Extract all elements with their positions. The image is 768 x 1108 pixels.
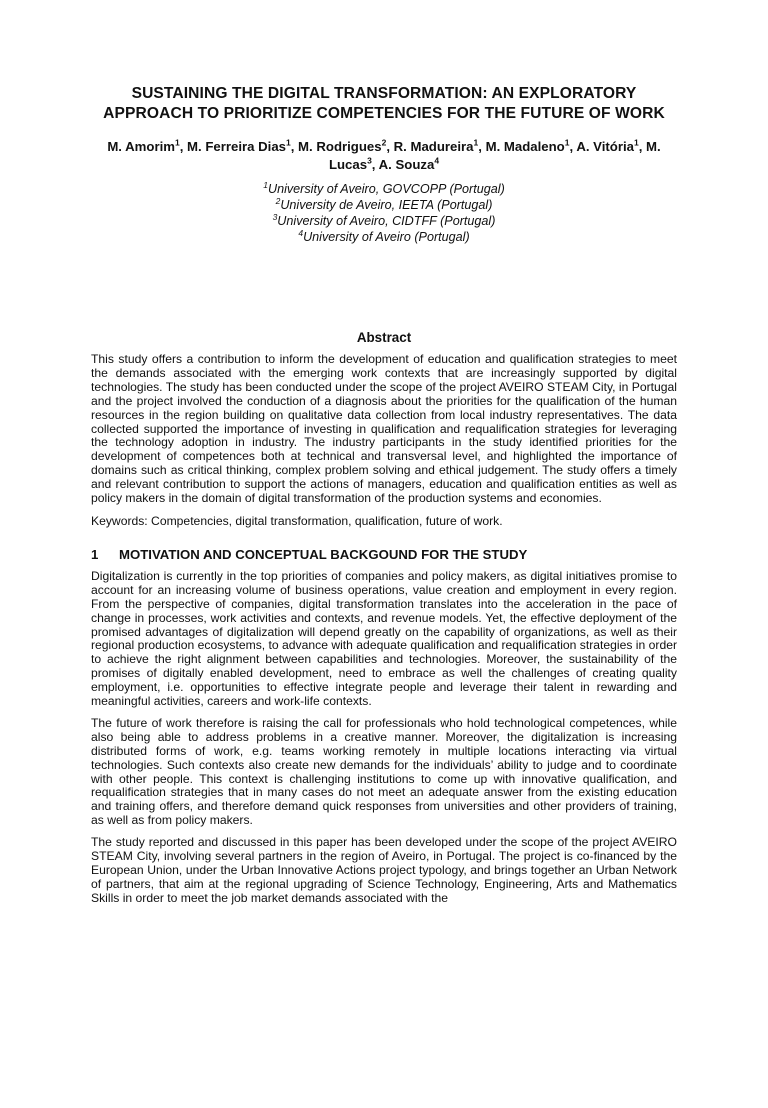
author-separator: , [290, 139, 299, 154]
affiliation [91, 181, 677, 197]
author-separator: , [478, 139, 486, 154]
author-affiliation-mark: 1 [473, 137, 479, 148]
affiliation-mark: 3 [272, 211, 278, 222]
author-affiliation-mark: 1 [174, 137, 180, 148]
author-separator: , [386, 139, 394, 154]
section-heading [91, 546, 677, 564]
author-separator: , [371, 157, 379, 172]
paper-page [0, 84, 768, 1108]
author [187, 139, 298, 154]
author-name: M. Amorim [107, 139, 175, 154]
affiliation-text: University of Aveiro (Portugal) [303, 230, 470, 244]
author-name: M. Lucas [328, 139, 661, 172]
author [298, 139, 394, 154]
author [486, 139, 577, 154]
paper-title: SUSTAINING THE DIGITAL TRANSFORMATION: AN EXPLORATORY APPROACH TO PRIORITIZE COMPETENCIES FOR THE FUTURE OF WORK [103, 85, 665, 122]
author-name: M. Madaleno [485, 139, 565, 154]
author-affiliation-mark: 2 [381, 137, 387, 148]
affiliation-text: University of Aveiro, GOVCOPP (Portugal) [267, 182, 505, 196]
body-paragraph: Digitalization is currently in the top priorities of companies and policy makers, as digital initiatives promise to account for an increasing volume of business operations, value creation and employment in every region. From the perspective of companies, digital transformation translates into the acceleration in the pace of change in processes, work activities and contexts, and revenue models. Yet, the effective deployment of the promised advantages of digitalization will depend greatly on the capability of organizations, as well as their regional production ecosystems, to advance with adequate qualification and requalification strategies in order to achieve the right alignment between capabilities and technologies. Moreover, the sustainability of the promises of digitally enabled development, need to embrace as well the challenges of creating quality employment, i.e. opportunities to effective integrate people and leverage their talent in rewarding and meaningful activities, careers and work-life contexts. [91, 568, 677, 709]
body-paragraph: The future of work therefore is raising the call for professionals who hold technological competences, while also being able to address problems in a creative manner. Moreover, the digitalization is increasing distributed forms of work, e.g. teams working remotely in multiple locations interacting via virtual technologies. Such contexts also create new demands for the individuals’ ability to judge and to coordinate with other people. This context is challenging institutions to come up with innovative qualification, and requalification strategies that in many cases do not meet an adequate answer from the existing education and training offers, and therefore demand quick responses from universities and other providers of training, as well as from policy makers. [91, 715, 677, 828]
affiliation-list [91, 181, 677, 245]
author-name: A. Souza [378, 157, 435, 172]
author-affiliation-mark: 1 [285, 137, 291, 148]
author-affiliation-mark: 3 [367, 155, 372, 166]
author-list [91, 138, 677, 174]
section-title: MOTIVATION AND CONCEPTUAL BACKGOUND FOR THE STUDY [119, 546, 528, 562]
section-number: 1 [91, 546, 99, 562]
affiliation-text: University de Aveiro, IEETA (Portugal) [280, 198, 493, 212]
affiliation-text: University of Aveiro, CIDTFF (Portugal) [277, 214, 496, 228]
body-paragraph: The study reported and discussed in this paper has been developed under the scope of the project AVEIRO STEAM City, involving several partners in the region of Aveiro, in Portugal. The project is co-financed by the European Union, under the Urban Innovative Actions project typology, and brings together an Urban Network of partners, that aim at the regional upgrading of Science Technology, Engineering, Arts and Mathematics Skills in order to meet the job market demands associated with the [91, 835, 677, 905]
author-affiliation-mark: 1 [633, 137, 639, 148]
abstract-text: This study offers a contribution to inform the development of education and qualification strategies to meet the demands associated with the emerging work contexts that are increasingly supported by digital technologies. The study has been conducted under the scope of the project AVEIRO STEAM City, in Portugal and the project involved the conduction of a diagnosis about the priorities for the qualification of the human resources in the region building on qualitative data collection from local industry representatives. The data collected supported the importance of investing in qualification and requalification strategies for leveraging the technology adoption in industry. The industry participants in the study identified priorities for the development of competences both at technical and transversal level, and highlighted the importance of domains such as critical thinking, complex problem solving and ethical judgement. The study offers a timely and relevant contribution to support the actions of managers, education and qualification entities as well as policy makers in the domain of digital transformation of the production systems and economies. [91, 352, 677, 506]
affiliation [91, 213, 677, 229]
affiliation-mark: 2 [275, 195, 281, 206]
author [107, 139, 187, 154]
keywords: Keywords: Competencies, digital transformation, qualification, future of work. [91, 513, 503, 528]
affiliation-mark: 4 [298, 227, 304, 238]
author-affiliation-mark: 4 [434, 155, 440, 166]
author [379, 157, 439, 172]
author-name: R. Madureira [393, 139, 474, 154]
affiliation [91, 229, 677, 245]
author-separator: , [638, 139, 647, 154]
author [576, 139, 646, 154]
affiliation-mark: 1 [263, 179, 268, 190]
affiliation [91, 197, 677, 213]
author-separator: , [569, 139, 577, 154]
author-name: M. Rodrigues [298, 139, 382, 154]
author-name: M. Ferreira Dias [187, 139, 286, 154]
abstract-heading: Abstract [356, 330, 412, 345]
author [394, 139, 486, 154]
author-name: A. Vitória [576, 139, 634, 154]
author-separator: , [179, 139, 188, 154]
author-affiliation-mark: 1 [564, 137, 570, 148]
